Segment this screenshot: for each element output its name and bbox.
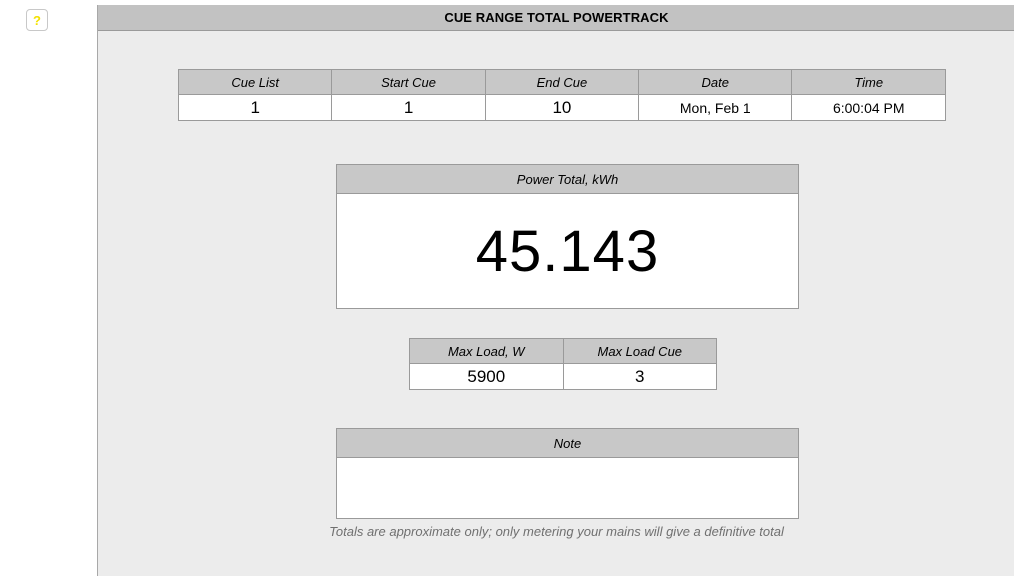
column-header-date: Date bbox=[639, 70, 792, 95]
power-total-value: 45.143 bbox=[475, 218, 660, 284]
max-load-value: 5900 bbox=[410, 364, 564, 390]
note-label: Note bbox=[337, 429, 798, 458]
column-header-max-load: Max Load, W bbox=[410, 339, 564, 364]
cue-range-table bbox=[178, 69, 946, 121]
start-cue-value[interactable]: 1 bbox=[332, 95, 485, 121]
max-load-table bbox=[409, 338, 717, 390]
date-value: Mon, Feb 1 bbox=[639, 95, 792, 121]
column-header-max-load-cue: Max Load Cue bbox=[563, 339, 716, 364]
note-field[interactable] bbox=[337, 458, 798, 518]
max-load-cue-value: 3 bbox=[563, 364, 716, 390]
cue-table-header-row bbox=[179, 70, 946, 95]
power-total-label: Power Total, kWh bbox=[337, 165, 798, 194]
column-header-cue-list: Cue List bbox=[179, 70, 332, 95]
end-cue-value[interactable]: 10 bbox=[485, 95, 638, 121]
load-table-header-row bbox=[410, 339, 717, 364]
table-row bbox=[410, 364, 717, 390]
table-row bbox=[179, 95, 946, 121]
help-icon: ? bbox=[33, 12, 41, 28]
column-header-end-cue: End Cue bbox=[485, 70, 638, 95]
note-box bbox=[336, 428, 799, 519]
power-total-box bbox=[336, 164, 799, 309]
time-value: 6:00:04 PM bbox=[792, 95, 946, 121]
column-header-start-cue: Start Cue bbox=[332, 70, 485, 95]
panel-title: CUE RANGE TOTAL POWERTRACK bbox=[98, 5, 1014, 31]
column-header-time: Time bbox=[792, 70, 946, 95]
powertrack-panel bbox=[97, 5, 1014, 576]
cue-list-value[interactable]: 1 bbox=[179, 95, 332, 121]
disclaimer-text: Totals are approximate only; only metering your mains will give a definitive total bbox=[329, 524, 784, 539]
help-button[interactable] bbox=[26, 9, 48, 31]
